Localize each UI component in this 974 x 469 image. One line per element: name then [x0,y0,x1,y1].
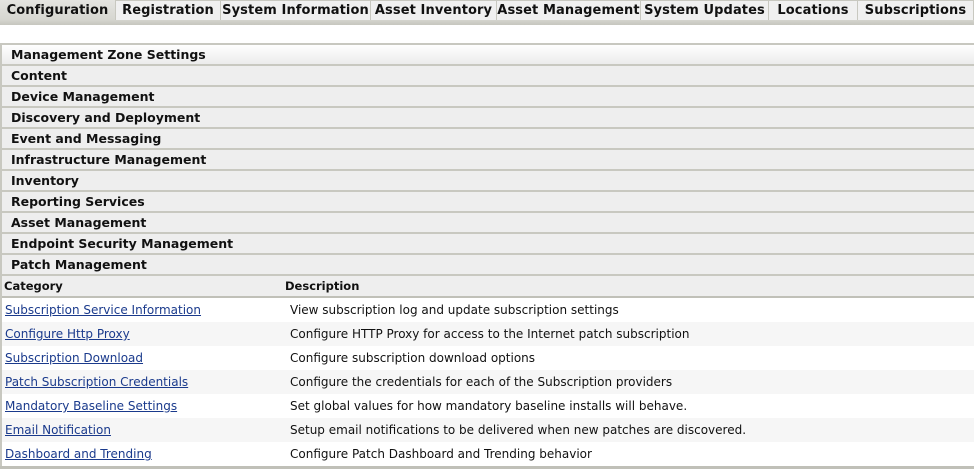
category-cell [2,346,289,370]
tab-system-updates[interactable]: System Updates [641,0,769,20]
link-subscription-download[interactable]: Subscription Download [5,351,144,365]
link-configure-http-proxy[interactable]: Configure Http Proxy [5,327,130,341]
link-email-notification[interactable]: Email Notification [5,423,111,437]
table-row [2,394,974,418]
section-device-management[interactable]: Device Management [2,87,974,108]
table-row [2,442,974,466]
category-cell [2,322,289,346]
table-header-row [2,276,974,297]
category-cell [2,394,289,418]
description-cell: Configure HTTP Proxy for access to the Internet patch subscription [289,322,974,346]
section-endpoint-security-management[interactable]: Endpoint Security Management [2,234,974,255]
category-cell [2,442,289,466]
description-cell: Configure subscription download options [290,351,536,365]
table-row [2,346,974,370]
link-patch-subscription-credentials[interactable]: Patch Subscription Credentials [5,375,189,389]
tab-configuration[interactable]: Configuration [0,0,116,20]
link-dashboard-and-trending[interactable]: Dashboard and Trending [5,447,152,461]
tab-system-information[interactable]: System Information [221,0,371,20]
description-cell: Configure Patch Dashboard and Trending behavior [290,447,592,461]
section-infrastructure-management[interactable]: Infrastructure Management [2,150,974,171]
description-cell: Set global values for how mandatory baseline installs will behave. [290,399,688,413]
table-row [2,370,974,394]
link-subscription-service-information[interactable]: Subscription Service Information [5,303,202,317]
section-content[interactable]: Content [2,66,974,87]
tab-registration[interactable]: Registration [116,0,221,20]
category-cell [2,297,289,322]
tab-subscriptions[interactable]: Subscriptions [858,0,974,20]
table-header [2,276,974,297]
patch-management-table [2,276,974,466]
section-inventory[interactable]: Inventory [2,171,974,192]
tab-bar [0,0,974,20]
description-cell: Configure the credentials for each of the Subscription providers [289,370,974,394]
section-discovery-and-deployment[interactable]: Discovery and Deployment [2,108,974,129]
spacer [0,25,974,43]
column-header-category: Category [4,279,63,293]
section-event-and-messaging[interactable]: Event and Messaging [2,129,974,150]
section-asset-management[interactable]: Asset Management [2,213,974,234]
section-patch-management[interactable]: Patch Management [2,255,974,276]
link-mandatory-baseline-settings[interactable]: Mandatory Baseline Settings [5,399,178,413]
table-row [2,418,974,442]
section-reporting-services[interactable]: Reporting Services [2,192,974,213]
settings-accordion [0,43,974,466]
column-header-description: Description [285,279,360,293]
description-cell: View subscription log and update subscription settings [290,303,619,317]
tab-locations[interactable]: Locations [769,0,858,20]
table-row [2,297,974,322]
table-row [2,322,974,346]
section-management-zone-settings[interactable]: Management Zone Settings [2,45,974,66]
category-cell [2,370,289,394]
tab-asset-management[interactable]: Asset Management [497,0,641,20]
category-cell [2,418,289,442]
tab-asset-inventory[interactable]: Asset Inventory [371,0,497,20]
description-cell: Setup email notifications to be delivered when new patches are discovered. [289,418,974,442]
